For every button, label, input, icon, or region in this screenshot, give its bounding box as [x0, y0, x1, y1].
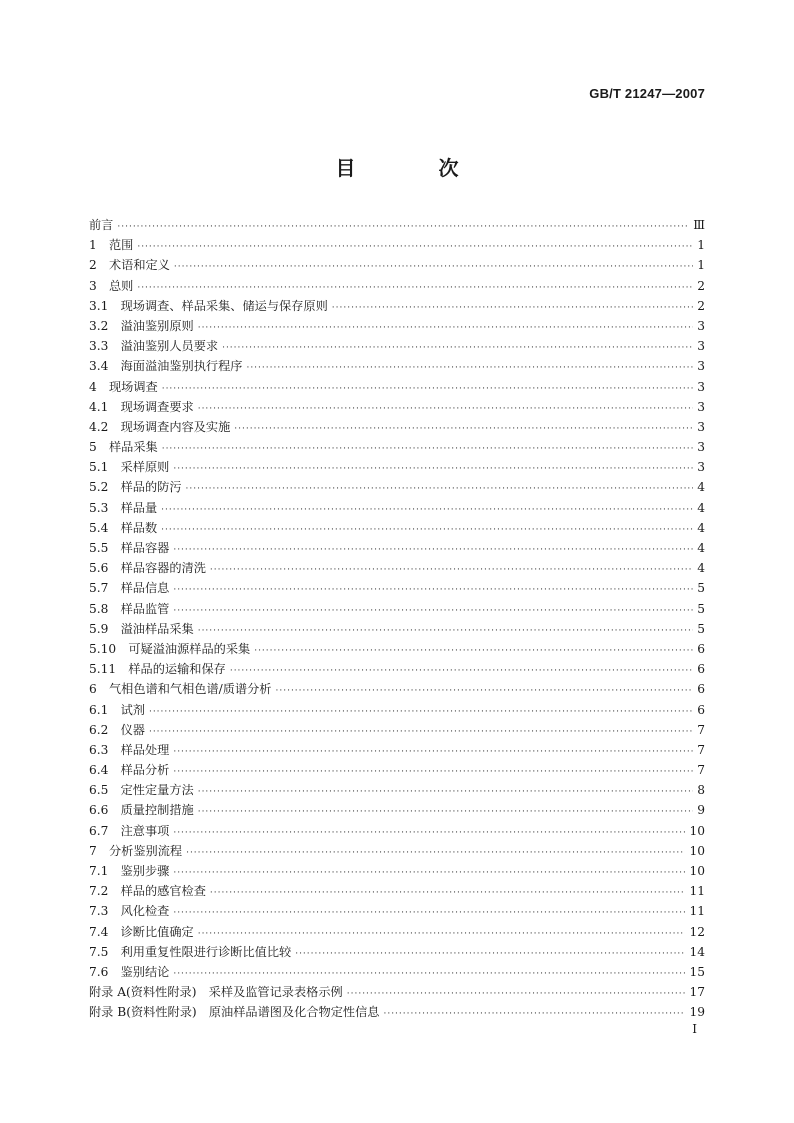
toc-entry[interactable]: [89, 821, 705, 841]
toc-entry-page-number: 6: [697, 662, 705, 677]
dot-leader: [173, 823, 685, 843]
dot-leader: [173, 580, 693, 600]
toc-entry[interactable]: [89, 800, 705, 820]
toc-entry-label: 3 总则: [89, 278, 134, 293]
toc-entry-label: 附录 B(资料性附录) 原油样品谱图及化合物定性信息: [89, 1005, 380, 1020]
toc-entry[interactable]: [89, 679, 705, 699]
toc-entry-page-number: 2: [697, 278, 705, 293]
toc-entry-label: 7.6 鉴别结论: [89, 964, 170, 979]
toc-entry-label: 7.1 鉴别步骤: [89, 864, 170, 878]
toc-entry[interactable]: [89, 215, 705, 235]
dot-leader: [347, 984, 686, 1004]
toc-entry-label: 5.7 样品信息: [89, 581, 170, 596]
toc-entry[interactable]: [89, 760, 705, 780]
toc-entry-label: 7.5 利用重复性限进行诊断比值比较: [89, 944, 292, 959]
toc-entry[interactable]: [89, 780, 705, 800]
toc-entry-label: 5.5 样品容器: [89, 541, 170, 555]
toc-entry-page-number: 7: [697, 742, 705, 757]
toc-entry-label: 3.4 海面溢油鉴别执行程序: [89, 359, 243, 374]
toc-entry-page-number: 11: [689, 884, 705, 899]
toc-entry-page-number: 6: [697, 702, 705, 717]
dot-leader: [161, 520, 693, 540]
toc-entry-label: 4 现场调查: [89, 379, 158, 394]
toc-entry-page-number: 8: [697, 783, 705, 798]
dot-leader: [162, 379, 693, 399]
toc-entry-label: 7 分析鉴别流程: [89, 843, 183, 858]
toc-entry-label: 6.1 试剂: [89, 702, 145, 717]
dot-leader: [161, 500, 693, 520]
toc-entry-label: 7.4 诊断比值确定: [89, 924, 194, 939]
toc-entry[interactable]: [89, 700, 705, 720]
dot-leader: [332, 298, 693, 318]
dot-leader: [222, 338, 693, 358]
toc-entry[interactable]: [89, 558, 705, 578]
toc-entry[interactable]: [89, 1002, 705, 1022]
toc-entry-page-number: 3: [697, 460, 705, 475]
page-folio: I: [692, 1022, 697, 1036]
toc-entry[interactable]: [89, 276, 705, 296]
toc-entry-label: 5.4 样品数: [89, 520, 158, 535]
toc-entry-page-number: 11: [689, 904, 705, 919]
toc-entry[interactable]: [89, 599, 705, 619]
toc-entry-page-number: 19: [689, 1005, 705, 1020]
dot-leader: [234, 419, 693, 439]
table-of-contents: [89, 215, 705, 1023]
toc-entry[interactable]: [89, 861, 705, 881]
dot-leader: [149, 702, 693, 722]
toc-entry-label: 4.2 现场调查内容及实施: [89, 419, 231, 434]
dot-leader: [186, 479, 693, 499]
dot-leader: [173, 964, 685, 984]
toc-entry-label: 5 样品采集: [89, 440, 158, 455]
toc-entry-page-number: 10: [689, 823, 705, 838]
toc-entry-page-number: 9: [697, 803, 705, 818]
toc-entry-page-number: 1: [697, 258, 705, 273]
toc-entry-page-number: 7: [697, 722, 705, 737]
dot-leader: [246, 358, 693, 378]
toc-entry-page-number: 6: [697, 641, 705, 656]
dot-leader: [198, 318, 693, 338]
toc-entry[interactable]: [89, 235, 705, 255]
dot-leader: [137, 237, 693, 257]
toc-entry-page-number: 10: [689, 843, 705, 858]
toc-entry-label: 5.8 样品监管: [89, 601, 170, 616]
standard-number: GB/T 21247—2007: [589, 86, 705, 101]
toc-entry-label: 5.11 样品的运输和保存: [89, 662, 226, 677]
dot-leader: [210, 883, 686, 903]
dot-leader: [210, 560, 693, 580]
toc-entry-page-number: 5: [697, 581, 705, 596]
toc-entry-label: 5.1 采样原则: [89, 460, 170, 475]
dot-leader: [173, 903, 685, 923]
dot-leader: [254, 641, 693, 661]
toc-entry-page-number: 4: [697, 520, 705, 535]
toc-entry-label: 5.10 可疑溢油源样品的采集: [89, 641, 251, 656]
dot-leader: [173, 540, 693, 560]
dot-leader: [174, 257, 693, 277]
toc-entry-page-number: 6: [697, 682, 705, 697]
toc-entry-page-number: 3: [697, 440, 705, 455]
dot-leader: [198, 802, 693, 822]
toc-entry-page-number: 12: [689, 924, 705, 939]
toc-entry[interactable]: [89, 397, 705, 417]
toc-entry[interactable]: [89, 942, 705, 962]
dot-leader: [383, 1004, 685, 1024]
toc-entry-label: 7.2 样品的感官检查: [89, 884, 206, 899]
dot-leader: [137, 278, 693, 298]
toc-entry[interactable]: [89, 377, 705, 397]
toc-entry-page-number: 3: [697, 399, 705, 414]
toc-entry-page-number: 4: [697, 561, 705, 576]
dot-leader: [173, 459, 693, 479]
toc-entry[interactable]: [89, 336, 705, 356]
toc-entry[interactable]: [89, 901, 705, 921]
toc-entry[interactable]: [89, 437, 705, 457]
toc-entry-label: 1 范围: [89, 238, 134, 253]
toc-entry-page-number: 1: [697, 238, 705, 253]
toc-entry[interactable]: [89, 659, 705, 679]
toc-entry-label: 6 气相色谱和气相色谱/质谱分析: [89, 682, 272, 697]
toc-entry-page-number: 4: [697, 541, 705, 555]
toc-entry[interactable]: [89, 619, 705, 639]
toc-entry[interactable]: [89, 639, 705, 659]
toc-entry-label: 5.2 样品的防污: [89, 480, 182, 495]
toc-entry[interactable]: [89, 296, 705, 316]
dot-leader: [173, 601, 693, 621]
toc-entry-page-number: 3: [697, 339, 705, 354]
dot-leader: [198, 621, 693, 641]
toc-entry-page-number: 5: [697, 621, 705, 636]
toc-entry-label: 6.7 注意事项: [89, 823, 170, 838]
toc-entry-page-number: 7: [697, 763, 705, 778]
toc-entry[interactable]: [89, 982, 705, 1002]
toc-entry-label: 附录 A(资料性附录) 采样及监管记录表格示例: [89, 985, 343, 1000]
toc-entry-page-number: 3: [697, 359, 705, 374]
dot-leader: [198, 924, 686, 944]
toc-entry-label: 6.6 质量控制措施: [89, 803, 194, 818]
toc-entry-page-number: 3: [697, 379, 705, 394]
dot-leader: [186, 843, 685, 863]
toc-entry[interactable]: [89, 255, 705, 275]
dot-leader: [173, 762, 693, 782]
toc-entry-label: 2 术语和定义: [89, 258, 170, 273]
toc-entry-page-number: 3: [697, 318, 705, 333]
toc-entry-page-number: 4: [697, 480, 705, 495]
toc-entry-label: 6.4 样品分析: [89, 763, 170, 778]
toc-entry-page-number: 14: [689, 944, 705, 959]
toc-entry[interactable]: [89, 477, 705, 497]
toc-entry-page-number: 3: [697, 419, 705, 434]
dot-leader: [173, 863, 685, 883]
toc-entry-label: 3.1 现场调查、样品采集、储运与保存原则: [89, 298, 328, 313]
toc-entry-label: 3.2 溢油鉴别原则: [89, 318, 194, 333]
toc-entry[interactable]: [89, 538, 705, 558]
toc-entry-label: 4.1 现场调查要求: [89, 399, 194, 414]
toc-entry-page-number: 2: [697, 298, 705, 313]
toc-entry-label: 7.3 风化检查: [89, 904, 170, 919]
dot-leader: [173, 742, 693, 762]
toc-entry-label: 5.6 样品容器的清洗: [89, 561, 206, 576]
toc-entry[interactable]: [89, 578, 705, 598]
page-title: 目 次: [335, 156, 497, 180]
dot-leader: [295, 944, 685, 964]
toc-entry-label: 5.9 溢油样品采集: [89, 621, 194, 636]
toc-entry[interactable]: [89, 841, 705, 861]
dot-leader: [198, 782, 693, 802]
toc-entry[interactable]: [89, 922, 705, 942]
dot-leader: [276, 681, 694, 701]
toc-entry[interactable]: [89, 518, 705, 538]
toc-entry-page-number: Ⅲ: [693, 218, 705, 232]
dot-leader: [230, 661, 693, 681]
toc-entry[interactable]: [89, 417, 705, 437]
toc-entry[interactable]: [89, 720, 705, 740]
toc-entry[interactable]: [89, 316, 705, 336]
toc-entry-label: 前言: [89, 218, 114, 232]
toc-entry[interactable]: [89, 498, 705, 518]
toc-entry-page-number: 4: [697, 500, 705, 515]
toc-entry-page-number: 17: [689, 985, 705, 1000]
toc-entry-label: 6.2 仪器: [89, 722, 145, 737]
toc-entry-page-number: 5: [697, 601, 705, 616]
toc-entry[interactable]: [89, 881, 705, 901]
toc-entry[interactable]: [89, 356, 705, 376]
toc-entry-label: 6.5 定性定量方法: [89, 783, 194, 798]
toc-entry[interactable]: [89, 962, 705, 982]
toc-entry[interactable]: [89, 740, 705, 760]
toc-entry-label: 5.3 样品量: [89, 500, 158, 515]
toc-entry-page-number: 10: [689, 864, 705, 878]
dot-leader: [149, 722, 693, 742]
toc-entry[interactable]: [89, 457, 705, 477]
toc-entry-page-number: 15: [689, 964, 705, 979]
toc-entry-label: 3.3 溢油鉴别人员要求: [89, 339, 219, 354]
dot-leader: [198, 399, 693, 419]
dot-leader: [117, 217, 689, 237]
dot-leader: [162, 439, 693, 459]
toc-entry-label: 6.3 样品处理: [89, 742, 170, 757]
